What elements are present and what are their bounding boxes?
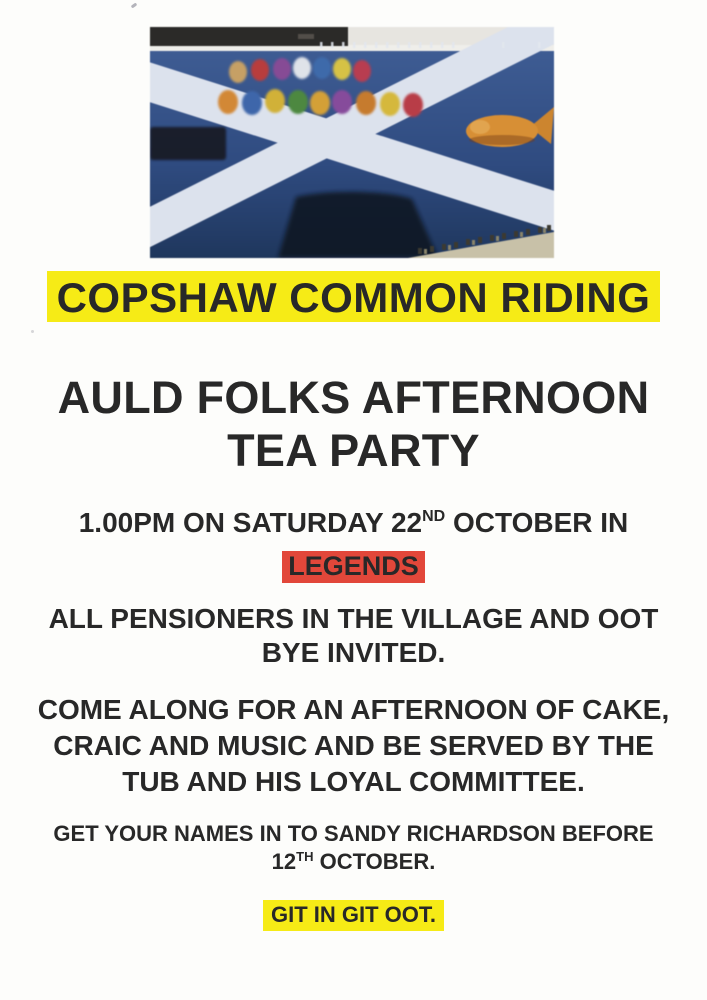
title-banner-row	[0, 271, 707, 322]
flag-photo-image	[150, 27, 554, 258]
rsvp-date-rest: OCTOBER.	[313, 849, 436, 874]
scan-speck	[131, 3, 138, 9]
event-heading	[0, 371, 707, 477]
rsvp-line1: GET YOUR NAMES IN TO SANDY RICHARDSON BEFORE	[53, 821, 654, 846]
datetime-text-end: OCTOBER IN	[445, 507, 629, 538]
footer-highlight: GIT IN GIT OOT.	[263, 900, 444, 931]
event-heading-line2: TEA PARTY	[227, 425, 480, 476]
scan-speck	[31, 330, 34, 333]
invitation-text	[0, 602, 707, 670]
rsvp-date-ordinal: TH	[296, 849, 314, 864]
photo-dark-bar-glint	[298, 34, 314, 39]
venue-row	[0, 550, 707, 583]
datetime-section	[0, 506, 707, 583]
details-line3: TUB AND HIS LOYAL COMMITTEE.	[122, 766, 585, 797]
photo-dark-bar	[150, 27, 348, 46]
datetime-text-start: 1.00PM ON SATURDAY 22	[78, 507, 423, 538]
invitation-line1: ALL PENSIONERS IN THE VILLAGE AND OOT	[48, 603, 659, 634]
saltire-flag-photo	[150, 27, 554, 258]
invitation-line2: BYE INVITED.	[261, 637, 446, 668]
dark-patch-left	[150, 127, 226, 160]
date-ordinal: ND	[422, 508, 446, 525]
rsvp-line2	[0, 848, 707, 879]
rsvp-date: 12	[271, 849, 297, 874]
details-line2: CRAIC AND MUSIC AND BE SERVED BY THE	[53, 730, 654, 761]
venue-highlight: LEGENDS	[282, 551, 425, 583]
footer-row	[0, 900, 707, 931]
datetime-line	[0, 506, 707, 544]
details-line1: COME ALONG FOR AN AFTERNOON OF CAKE,	[37, 694, 670, 725]
event-heading-line1: AULD FOLKS AFTERNOON	[57, 372, 650, 423]
title-banner: COPSHAW COMMON RIDING	[47, 271, 661, 322]
details-text	[0, 692, 707, 800]
rsvp-text	[0, 820, 707, 879]
